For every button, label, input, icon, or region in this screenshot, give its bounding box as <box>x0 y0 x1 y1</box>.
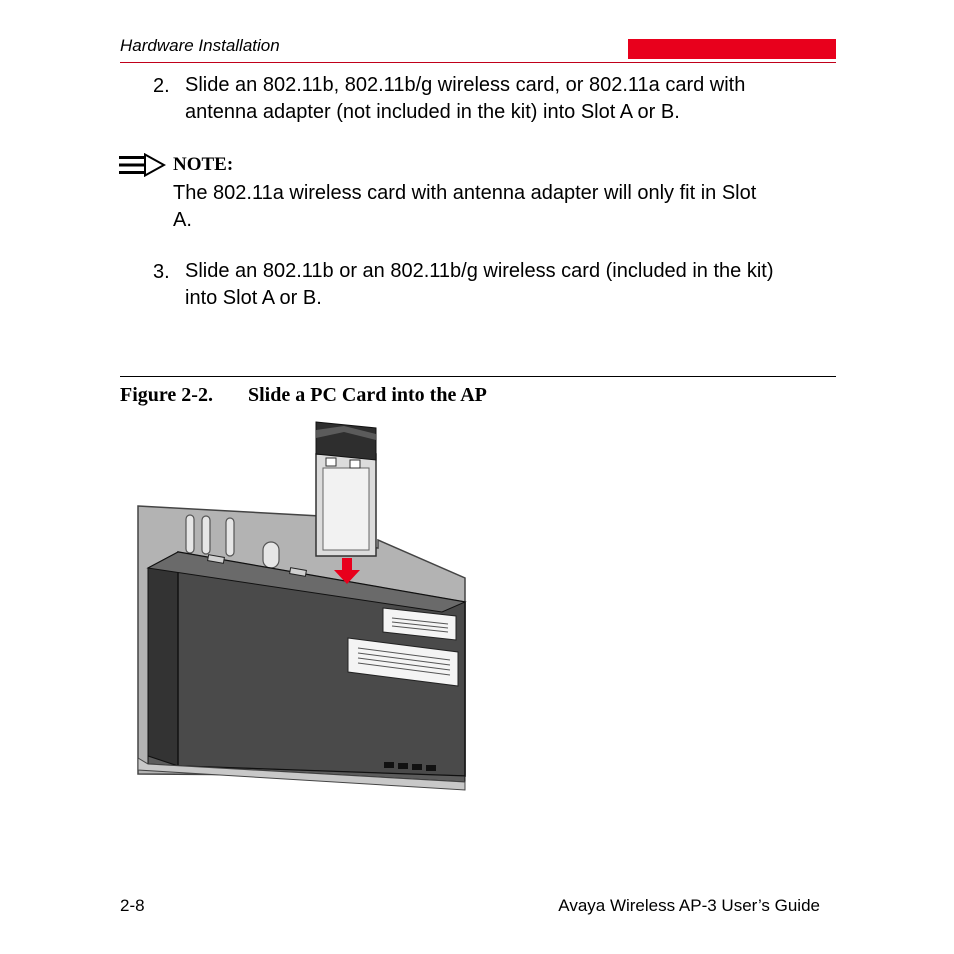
header-accent-bar <box>628 39 836 59</box>
note-text <box>173 180 756 234</box>
pc-card <box>316 422 376 556</box>
step-line: Slide an 802.11b or an 802.11b/g wireless card (included in the kit) <box>185 260 774 282</box>
step-line: antenna adapter (not included in the kit) into Slot A or B. <box>185 101 680 123</box>
page-number: 2-8 <box>120 896 145 915</box>
note-label: NOTE: <box>173 154 234 175</box>
note-line: The 802.11a wireless card with antenna adapter will only fit in Slot <box>173 182 757 204</box>
header-rule <box>120 62 836 63</box>
step-text <box>185 258 774 312</box>
step-line: Slide an 802.11b, 802.11b/g wireless card, or 802.11a card with <box>185 74 746 96</box>
figure-caption <box>120 384 487 407</box>
figure-rule <box>120 376 836 377</box>
figure-number: Figure 2-2. <box>120 384 213 406</box>
note-line: A. <box>173 209 192 231</box>
step-number: 3. <box>153 261 170 283</box>
step-number: 2. <box>153 75 170 97</box>
running-header: Hardware Installation <box>120 36 280 55</box>
guide-title: Avaya Wireless AP-3 User’s Guide <box>558 896 820 915</box>
pc-card-illustration <box>130 418 480 813</box>
figure-title: Slide a PC Card into the AP <box>248 384 487 406</box>
note-arrow-icon <box>118 153 166 177</box>
step-text <box>185 72 745 126</box>
step-line: into Slot A or B. <box>185 287 322 309</box>
